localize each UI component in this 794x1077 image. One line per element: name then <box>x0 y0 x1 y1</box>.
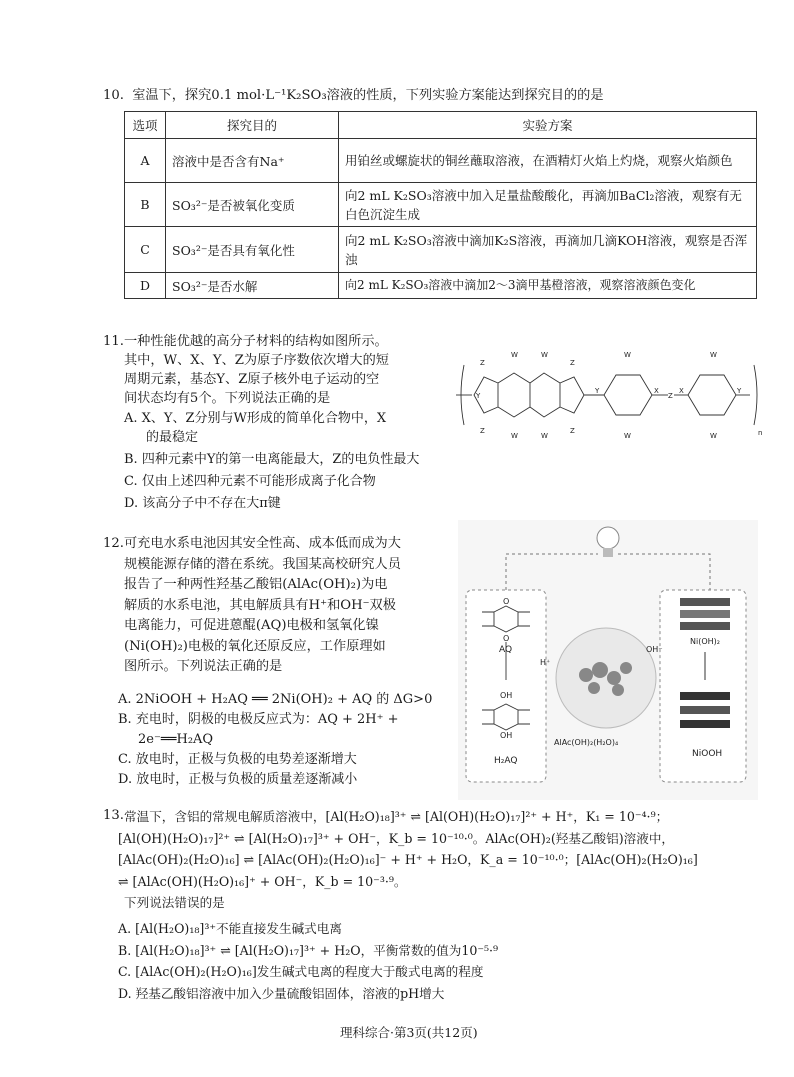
q12-stem-line: (Ni(OH)₂)电极的氧化还原反应，工作原理如 <box>124 638 386 654</box>
w-label: W <box>710 432 717 440</box>
q12-options <box>118 690 432 790</box>
q12-stem-line: 报告了一种两性羟基乙酸铝(AlAc(OH)₂)为电 <box>124 577 388 592</box>
niooh-label: NiOOH <box>692 749 723 759</box>
q12-stem <box>124 534 401 678</box>
q10-row-purpose: 溶液中是否含有Na⁺ <box>166 139 339 183</box>
q13-line: 常温下，含铝的常规电解质溶液中，[Al(H₂O)₁₈]³⁺ ⇌ [Al(OH)(H₂O)₁₇]²⁺ + H⁺，K₁ = 10⁻⁴·⁹； <box>124 809 669 824</box>
q13-line: ⇌ [AlAc(OH)(H₂O)₁₆]⁺ + OH⁻，K_b = 10⁻³·⁹。 <box>118 873 407 889</box>
battery-principle-figure <box>458 520 758 800</box>
page-footer: 理科综合·第3页(共12页) <box>340 1025 478 1040</box>
q10-table <box>124 111 757 299</box>
q13-number: 13. <box>103 808 124 823</box>
q13-options <box>118 918 498 1004</box>
q13-option-d: D. 羟基乙酸铝溶液中加入少量硫酸铝固体，溶液的pH增大 <box>118 985 445 1001</box>
x-label: X <box>654 387 659 395</box>
q12-stem-line: 可充电水系电池因其安全性高、成本低而成为大 <box>124 536 401 551</box>
q12-option-d: D. 放电时，正极与负极的质量差逐渐减小 <box>118 772 358 787</box>
nioh2-label: Ni(OH)₂ <box>690 637 720 646</box>
q12-stem-line: 电离能力，可促进蒽醌(AQ)电极和氢氧化镍 <box>124 618 379 633</box>
q12-option-c: C. 放电时，正极与负极的电势差逐渐增大 <box>118 752 357 767</box>
electrolyte-label: AlAc(OH)₂(H₂O)₄ <box>554 738 619 747</box>
z-label: Z <box>668 392 673 400</box>
q12-option-a: A. 2NiOOH + H₂AQ ══ 2Ni(OH)₂ + AQ 的 ΔG>0 <box>118 692 433 707</box>
q10-table-header <box>125 112 757 139</box>
niooh-layers <box>680 692 730 728</box>
q10-row-purpose: SO₃²⁻是否水解 <box>166 273 339 299</box>
hplus-label: H⁺ <box>540 658 551 667</box>
z-label: Z <box>480 359 485 367</box>
q12-number: 12. <box>103 536 124 551</box>
n-label: n <box>758 429 763 437</box>
q11-options <box>124 409 419 513</box>
q12-option-b-cont: 2e⁻══H₂AQ <box>138 732 214 747</box>
w-label: W <box>624 432 631 440</box>
q10-header-option: 选项 <box>125 112 166 139</box>
x-label: X <box>679 387 684 395</box>
q11-stem-line: 周期元素，基态Y、Z原子核外电子运动的空 <box>124 372 380 387</box>
oh-label: OH <box>500 731 513 740</box>
q11-option-a: A. X、Y、Z分别与W形成的简单化合物中，X <box>124 411 387 426</box>
q13-stem <box>118 806 698 914</box>
q10-row-option: D <box>125 273 166 299</box>
q11-stem-line: 其中，W、X、Y、Z为原子序数依次增大的短 <box>124 353 389 368</box>
o-label: O <box>503 634 510 643</box>
q12-stem-line: 解质的水系电池，其电解质具有H⁺和OH⁻双极 <box>124 597 396 613</box>
q10-row-purpose: SO₃²⁻是否具有氧化性 <box>166 227 339 273</box>
table-row <box>125 139 757 183</box>
q13-option-a: A. [Al(H₂O)₁₈]³⁺不能直接发生碱式电离 <box>118 921 342 936</box>
q10-row-option: C <box>125 227 166 273</box>
table-row <box>125 183 757 227</box>
table-row <box>125 227 757 273</box>
q11-stem-line: 一种性能优越的高分子材料的结构如图所示。 <box>124 334 388 349</box>
q11-option-d: D. 该高分子中不存在大π键 <box>124 496 281 511</box>
z-label: Z <box>570 427 575 435</box>
w-label: W <box>511 351 518 359</box>
h2aq-label: H₂AQ <box>494 756 518 766</box>
w-label: W <box>541 351 548 359</box>
w-label: W <box>541 432 548 440</box>
y-label: Y <box>595 387 600 395</box>
q12-stem-line: 规模能源存储的潜在系统。我国某高校研究人员 <box>124 556 401 572</box>
q13-line: [Al(OH)(H₂O)₁₇]²⁺ ⇌ [Al(H₂O)₁₇]³⁺ + OH⁻，K_b = 10⁻¹⁰·⁰。AlAc(OH)₂(羟基乙酸铝)溶液中， <box>118 830 675 846</box>
z-label: Z <box>570 359 575 367</box>
z-label: Z <box>480 427 485 435</box>
q10-stem: 室温下，探究0.1 mol·L⁻¹K₂SO₃溶液的性质，下列实验方案能达到探究目的的是 <box>132 88 604 103</box>
table-row <box>125 273 757 299</box>
q10-row-plan: 用铂丝或螺旋状的铜丝蘸取溶液，在酒精灯火焰上灼烧，观察火焰颜色 <box>339 139 757 183</box>
q12-stem-line: 图所示。下列说法正确的是 <box>124 659 283 674</box>
q12-option-b: B. 充电时，阴极的电极反应式为：AQ + 2H⁺ + <box>118 712 399 727</box>
ohminus-label: OH⁻ <box>646 645 663 654</box>
q11-option-a-cont: 的最稳定 <box>146 430 199 445</box>
q10-row-option: A <box>125 139 166 183</box>
q11-option-c: C. 仅由上述四种元素不可能形成离子化合物 <box>124 474 376 489</box>
q10-row-plan: 向2 mL K₂SO₃溶液中滴加2～3滴甲基橙溶液，观察溶液颜色变化 <box>339 273 757 299</box>
x-label: Y <box>476 392 481 400</box>
q13-option-c: C. [AlAc(OH)₂(H₂O)₁₆]发生碱式电离的程度大于酸式电离的程度 <box>118 964 484 979</box>
o-label: O <box>503 597 510 606</box>
oh-label: OH <box>500 691 513 700</box>
q10-number: 10. <box>103 88 124 103</box>
q10-row-plan: 向2 mL K₂SO₃溶液中滴加K₂S溶液，再滴加几滴KOH溶液，观察是否浑浊 <box>339 227 757 273</box>
aq-label: AQ <box>499 645 513 655</box>
q11-stem <box>124 332 389 408</box>
nioh2-layers <box>680 598 730 630</box>
w-label: W <box>624 351 631 359</box>
q13-line: 下列说法错误的是 <box>124 895 225 910</box>
y-label: Y <box>737 387 742 395</box>
w-label: W <box>710 351 717 359</box>
q13-line: [AlAc(OH)₂(H₂O)₁₆] ⇌ [AlAc(OH)₂(H₂O)₁₆]⁻ + H⁺ + H₂O，K_a = 10⁻¹⁰·⁰；[AlAc(OH)₂(H₂O)₁₆] <box>118 852 698 867</box>
polymer-structure-figure <box>454 345 766 445</box>
q10-header-plan: 实验方案 <box>339 112 757 139</box>
q10-row-option: B <box>125 183 166 227</box>
q10-header-purpose: 探究目的 <box>166 112 339 139</box>
q10-row-purpose: SO₃²⁻是否被氧化变质 <box>166 183 339 227</box>
q11-option-b: B. 四种元素中Y的第一电离能最大，Z的电负性最大 <box>124 452 420 467</box>
q10-row-plan: 向2 mL K₂SO₃溶液中加入足量盐酸酸化，再滴加BaCl₂溶液，观察有无白色沉淀生成 <box>339 183 757 227</box>
w-label: W <box>511 432 518 440</box>
q11-stem-line: 间状态均有5个。下列说法正确的是 <box>124 391 331 406</box>
q13-option-b: B. [Al(H₂O)₁₈]³⁺ ⇌ [Al(H₂O)₁₇]³⁺ + H₂O，平衡常数的值为10⁻⁵·⁹ <box>118 942 499 958</box>
q11-number: 11. <box>103 334 124 349</box>
